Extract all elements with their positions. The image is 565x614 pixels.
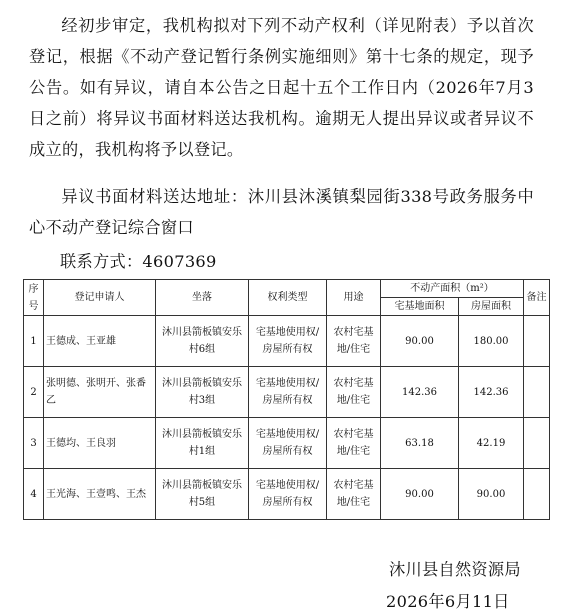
cell-applicant: 王光海、王壹鸣、王杰 — [44, 469, 156, 520]
cell-usage: 农村宅基地/住宅 — [327, 316, 381, 367]
cell-house-area: 142.36 — [459, 367, 524, 418]
cell-applicant: 王德均、王良羽 — [44, 418, 156, 469]
issuing-organization: 沐川县自然资源局 — [389, 560, 521, 579]
cell-applicant: 王德成、王亚雄 — [44, 316, 156, 367]
issue-date: 2026年6月11日 — [386, 592, 510, 611]
table-row — [24, 418, 550, 469]
header-usage: 用途 — [327, 280, 381, 316]
cell-seq: 4 — [24, 469, 44, 520]
address-paragraph: 异议书面材料送达地址：沐川县沐溪镇梨园街338号政务服务中心不动产登记综合窗口 — [29, 187, 534, 237]
notice-paragraph: 经初步审定，我机构拟对下列不动产权利（详见附表）予以首次登记，根据《不动产登记暂行条例实施细则》第十七条的规定，现予公告。如有异议，请自本公告之日起十五个工作日内（2026年7月3日之前）将异议书面材料送达我机构。逾期无人提出异议或者异议不成立的，我机构将予以登记。 — [29, 16, 534, 159]
header-homestead-area: 宅基地面积 — [381, 298, 459, 316]
header-location: 坐落 — [156, 280, 249, 316]
header-area-group: 不动产面积（m²） — [381, 280, 524, 298]
header-house-area: 房屋面积 — [459, 298, 524, 316]
cell-location: 沐川县箭板镇安乐村6组 — [156, 316, 249, 367]
cell-house-area: 90.00 — [459, 469, 524, 520]
cell-remark — [524, 316, 550, 367]
header-seq: 序号 — [24, 280, 44, 316]
contact-line: 联系方式：4607369 — [60, 252, 217, 271]
header-applicant: 登记申请人 — [44, 280, 156, 316]
cell-right-type: 宅基地使用权/房屋所有权 — [249, 316, 327, 367]
cell-remark — [524, 418, 550, 469]
cell-usage: 农村宅基地/住宅 — [327, 367, 381, 418]
cell-homestead-area: 142.36 — [381, 367, 459, 418]
table-row — [24, 316, 550, 367]
table-row — [24, 469, 550, 520]
cell-usage: 农村宅基地/住宅 — [327, 469, 381, 520]
cell-remark — [524, 469, 550, 520]
cell-right-type: 宅基地使用权/房屋所有权 — [249, 367, 327, 418]
cell-usage: 农村宅基地/住宅 — [327, 418, 381, 469]
cell-house-area: 42.19 — [459, 418, 524, 469]
cell-right-type: 宅基地使用权/房屋所有权 — [249, 418, 327, 469]
cell-house-area: 180.00 — [459, 316, 524, 367]
cell-location: 沐川县箭板镇安乐村3组 — [156, 367, 249, 418]
cell-homestead-area: 90.00 — [381, 469, 459, 520]
header-right-type: 权利类型 — [249, 280, 327, 316]
cell-homestead-area: 63.18 — [381, 418, 459, 469]
table-row — [24, 367, 550, 418]
registration-table — [23, 279, 550, 520]
cell-remark — [524, 367, 550, 418]
cell-right-type: 宅基地使用权/房屋所有权 — [249, 469, 327, 520]
cell-homestead-area: 90.00 — [381, 316, 459, 367]
cell-seq: 3 — [24, 418, 44, 469]
header-remark: 备注 — [524, 280, 550, 316]
cell-location: 沐川县箭板镇安乐村1组 — [156, 418, 249, 469]
cell-seq: 1 — [24, 316, 44, 367]
cell-location: 沐川县箭板镇安乐村5组 — [156, 469, 249, 520]
cell-applicant: 张明德、张明开、张番乙 — [44, 367, 156, 418]
cell-seq: 2 — [24, 367, 44, 418]
